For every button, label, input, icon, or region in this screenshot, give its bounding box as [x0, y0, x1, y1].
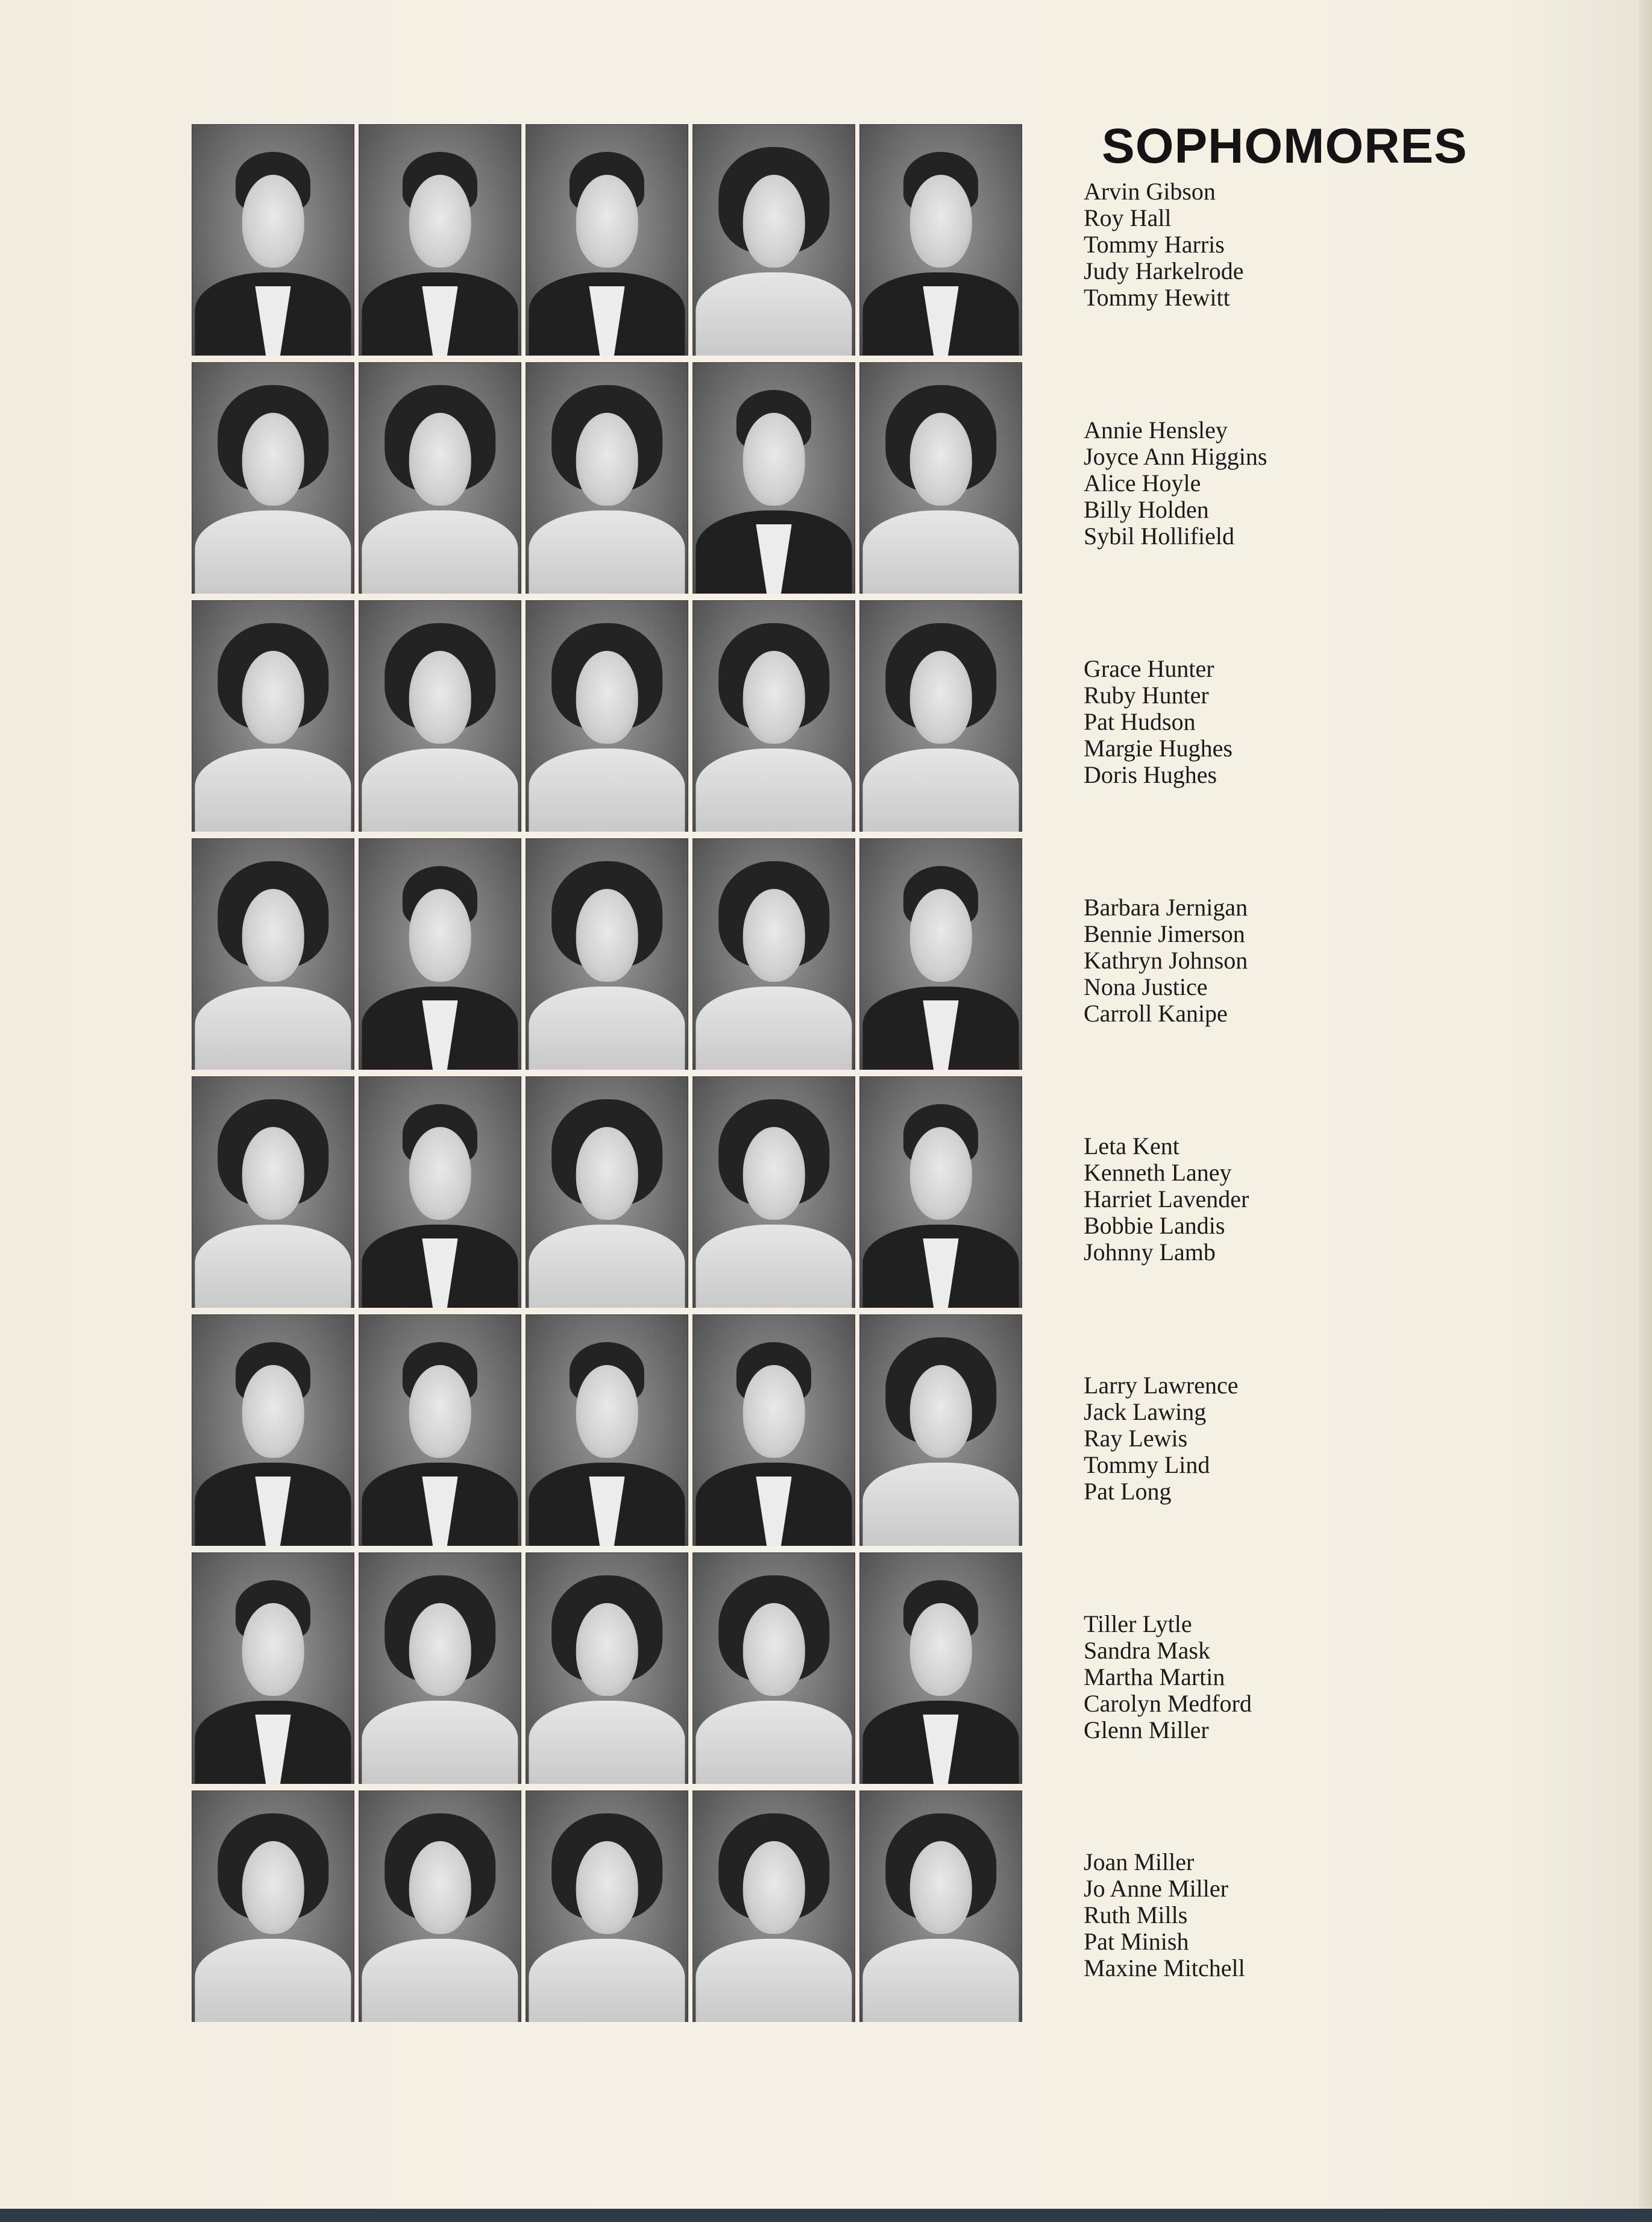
portrait-body: [362, 1701, 518, 1784]
student-portrait: [192, 1552, 354, 1784]
portrait-body: [696, 1225, 852, 1308]
student-name: Ruby Hunter: [1084, 682, 1209, 709]
student-name: Larry Lawrence: [1084, 1372, 1239, 1399]
portrait-face: [242, 889, 304, 982]
student-name: Annie Hensley: [1084, 416, 1228, 444]
student-portrait: [526, 1076, 688, 1308]
student-portrait: [526, 600, 688, 832]
portrait-face: [743, 413, 805, 506]
name-list: [1084, 417, 1267, 550]
student-name: Barbara Jernigan: [1084, 894, 1248, 921]
portrait-face: [409, 413, 471, 506]
portrait-face: [242, 1365, 304, 1458]
portrait-face: [910, 1127, 972, 1220]
student-name: Arvin Gibson: [1084, 178, 1216, 205]
portrait-face: [576, 1603, 638, 1696]
student-portrait: [359, 600, 521, 832]
portrait-body: [862, 1939, 1019, 2022]
portrait-grid: [192, 124, 1023, 2022]
page-title: SOPHOMORES: [1102, 119, 1468, 174]
portrait-face: [743, 889, 805, 982]
student-name: Nona Justice: [1084, 973, 1208, 1000]
portrait-body: [195, 987, 351, 1070]
student-name: Margie Hughes: [1084, 735, 1233, 762]
student-name: Harriet Lavender: [1084, 1185, 1249, 1213]
student-name: Judy Harkelrode: [1084, 257, 1244, 284]
portrait-face: [242, 1841, 304, 1934]
portrait-face: [743, 1603, 805, 1696]
student-name: Pat Minish: [1084, 1928, 1189, 1955]
student-portrait: [526, 838, 688, 1070]
student-portrait: [359, 1552, 521, 1784]
student-portrait: [693, 1076, 855, 1308]
student-portrait: [693, 600, 855, 832]
portrait-face: [409, 889, 471, 982]
student-portrait: [526, 124, 688, 356]
student-portrait: [693, 362, 855, 594]
portrait-body: [529, 749, 685, 832]
portrait-face: [242, 1603, 304, 1696]
name-list: [1084, 1849, 1245, 1982]
portrait-body: [195, 749, 351, 832]
student-name: Ray Lewis: [1084, 1425, 1188, 1452]
student-portrait: [359, 1076, 521, 1308]
portrait-face: [409, 1841, 471, 1934]
portrait-face: [409, 1365, 471, 1458]
portrait-body: [862, 1463, 1019, 1546]
student-portrait: [859, 124, 1022, 356]
portrait-body: [362, 749, 518, 832]
student-name: Joan Miller: [1084, 1848, 1195, 1875]
portrait-face: [910, 651, 972, 744]
portrait-body: [529, 987, 685, 1070]
student-name: Glenn Miller: [1084, 1716, 1209, 1743]
student-name: Ruth Mills: [1084, 1901, 1188, 1929]
student-portrait: [859, 1314, 1022, 1546]
portrait-face: [743, 175, 805, 268]
portrait-body: [362, 510, 518, 594]
student-name: Carroll Kanipe: [1084, 1000, 1228, 1027]
student-portrait: [192, 1790, 354, 2022]
portrait-face: [409, 1603, 471, 1696]
name-list: [1084, 1133, 1249, 1266]
student-name: Joyce Ann Higgins: [1084, 443, 1267, 470]
student-name: Roy Hall: [1084, 204, 1172, 231]
student-portrait: [526, 1790, 688, 2022]
portrait-body: [362, 1939, 518, 2022]
portrait-face: [576, 175, 638, 268]
student-name: Alice Hoyle: [1084, 469, 1201, 497]
student-portrait: [359, 1790, 521, 2022]
student-name: Pat Hudson: [1084, 708, 1196, 735]
student-name: Jack Lawing: [1084, 1398, 1207, 1425]
portrait-face: [409, 1127, 471, 1220]
portrait-body: [529, 510, 685, 594]
student-portrait: [693, 1552, 855, 1784]
portrait-body: [862, 749, 1019, 832]
student-portrait: [693, 1314, 855, 1546]
portrait-body: [696, 1939, 852, 2022]
student-name: Carolyn Medford: [1084, 1690, 1252, 1717]
portrait-face: [242, 651, 304, 744]
portrait-face: [910, 175, 972, 268]
portrait-face: [242, 175, 304, 268]
portrait-body: [696, 987, 852, 1070]
student-name: Doris Hughes: [1084, 761, 1217, 788]
portrait-face: [409, 175, 471, 268]
portrait-face: [576, 1841, 638, 1934]
portrait-face: [576, 1365, 638, 1458]
student-portrait: [192, 838, 354, 1070]
name-list: [1084, 178, 1243, 311]
portrait-body: [529, 1701, 685, 1784]
student-name: Maxine Mitchell: [1084, 1954, 1245, 1982]
portrait-body: [529, 1225, 685, 1308]
student-portrait: [192, 1314, 354, 1546]
student-name: Grace Hunter: [1084, 655, 1214, 682]
student-portrait: [693, 1790, 855, 2022]
portrait-face: [910, 413, 972, 506]
student-name: Sybil Hollifield: [1084, 523, 1234, 550]
portrait-face: [743, 1365, 805, 1458]
name-list: [1084, 656, 1233, 788]
student-portrait: [359, 362, 521, 594]
student-portrait: [859, 600, 1022, 832]
portrait-body: [195, 1939, 351, 2022]
portrait-face: [576, 413, 638, 506]
portrait-face: [910, 1841, 972, 1934]
portrait-face: [743, 651, 805, 744]
name-list: [1084, 1611, 1252, 1743]
portrait-face: [242, 1127, 304, 1220]
portrait-body: [195, 1225, 351, 1308]
student-portrait: [859, 362, 1022, 594]
student-portrait: [192, 124, 354, 356]
student-portrait: [693, 124, 855, 356]
scan-border: [0, 2209, 1652, 2222]
student-name: Tommy Hewitt: [1084, 284, 1230, 311]
student-portrait: [192, 600, 354, 832]
portrait-face: [576, 1127, 638, 1220]
portrait-body: [195, 510, 351, 594]
student-portrait: [192, 362, 354, 594]
student-portrait: [526, 1314, 688, 1546]
student-name: Jo Anne Miller: [1084, 1875, 1228, 1902]
student-name: Tiller Lytle: [1084, 1610, 1192, 1637]
student-name: Sandra Mask: [1084, 1637, 1210, 1664]
portrait-face: [576, 889, 638, 982]
student-name: Leta Kent: [1084, 1132, 1179, 1160]
portrait-body: [862, 510, 1019, 594]
student-portrait: [526, 1552, 688, 1784]
portrait-face: [743, 1127, 805, 1220]
student-portrait: [859, 1076, 1022, 1308]
portrait-body: [696, 1701, 852, 1784]
portrait-face: [910, 1603, 972, 1696]
student-portrait: [192, 1076, 354, 1308]
student-name: Martha Martin: [1084, 1663, 1225, 1690]
student-portrait: [359, 1314, 521, 1546]
portrait-face: [242, 413, 304, 506]
student-name: Kenneth Laney: [1084, 1159, 1232, 1186]
name-list: [1084, 894, 1248, 1027]
student-portrait: [359, 124, 521, 356]
portrait-body: [696, 749, 852, 832]
student-portrait: [859, 1790, 1022, 2022]
portrait-face: [743, 1841, 805, 1934]
page-edge: [1639, 0, 1652, 2222]
portrait-face: [409, 651, 471, 744]
portrait-face: [576, 651, 638, 744]
student-portrait: [359, 838, 521, 1070]
portrait-face: [910, 1365, 972, 1458]
portrait-face: [910, 889, 972, 982]
student-name: Bennie Jimerson: [1084, 920, 1245, 947]
student-name: Kathryn Johnson: [1084, 947, 1248, 974]
student-name: Billy Holden: [1084, 496, 1209, 523]
student-portrait: [693, 838, 855, 1070]
student-name: Pat Long: [1084, 1478, 1172, 1505]
student-portrait: [526, 362, 688, 594]
name-list: [1084, 1372, 1238, 1505]
student-name: Bobbie Landis: [1084, 1212, 1225, 1239]
student-name: Tommy Harris: [1084, 231, 1225, 258]
portrait-body: [529, 1939, 685, 2022]
student-name: Johnny Lamb: [1084, 1238, 1216, 1266]
portrait-body: [696, 272, 852, 356]
student-name: Tommy Lind: [1084, 1451, 1210, 1478]
student-portrait: [859, 1552, 1022, 1784]
student-portrait: [859, 838, 1022, 1070]
